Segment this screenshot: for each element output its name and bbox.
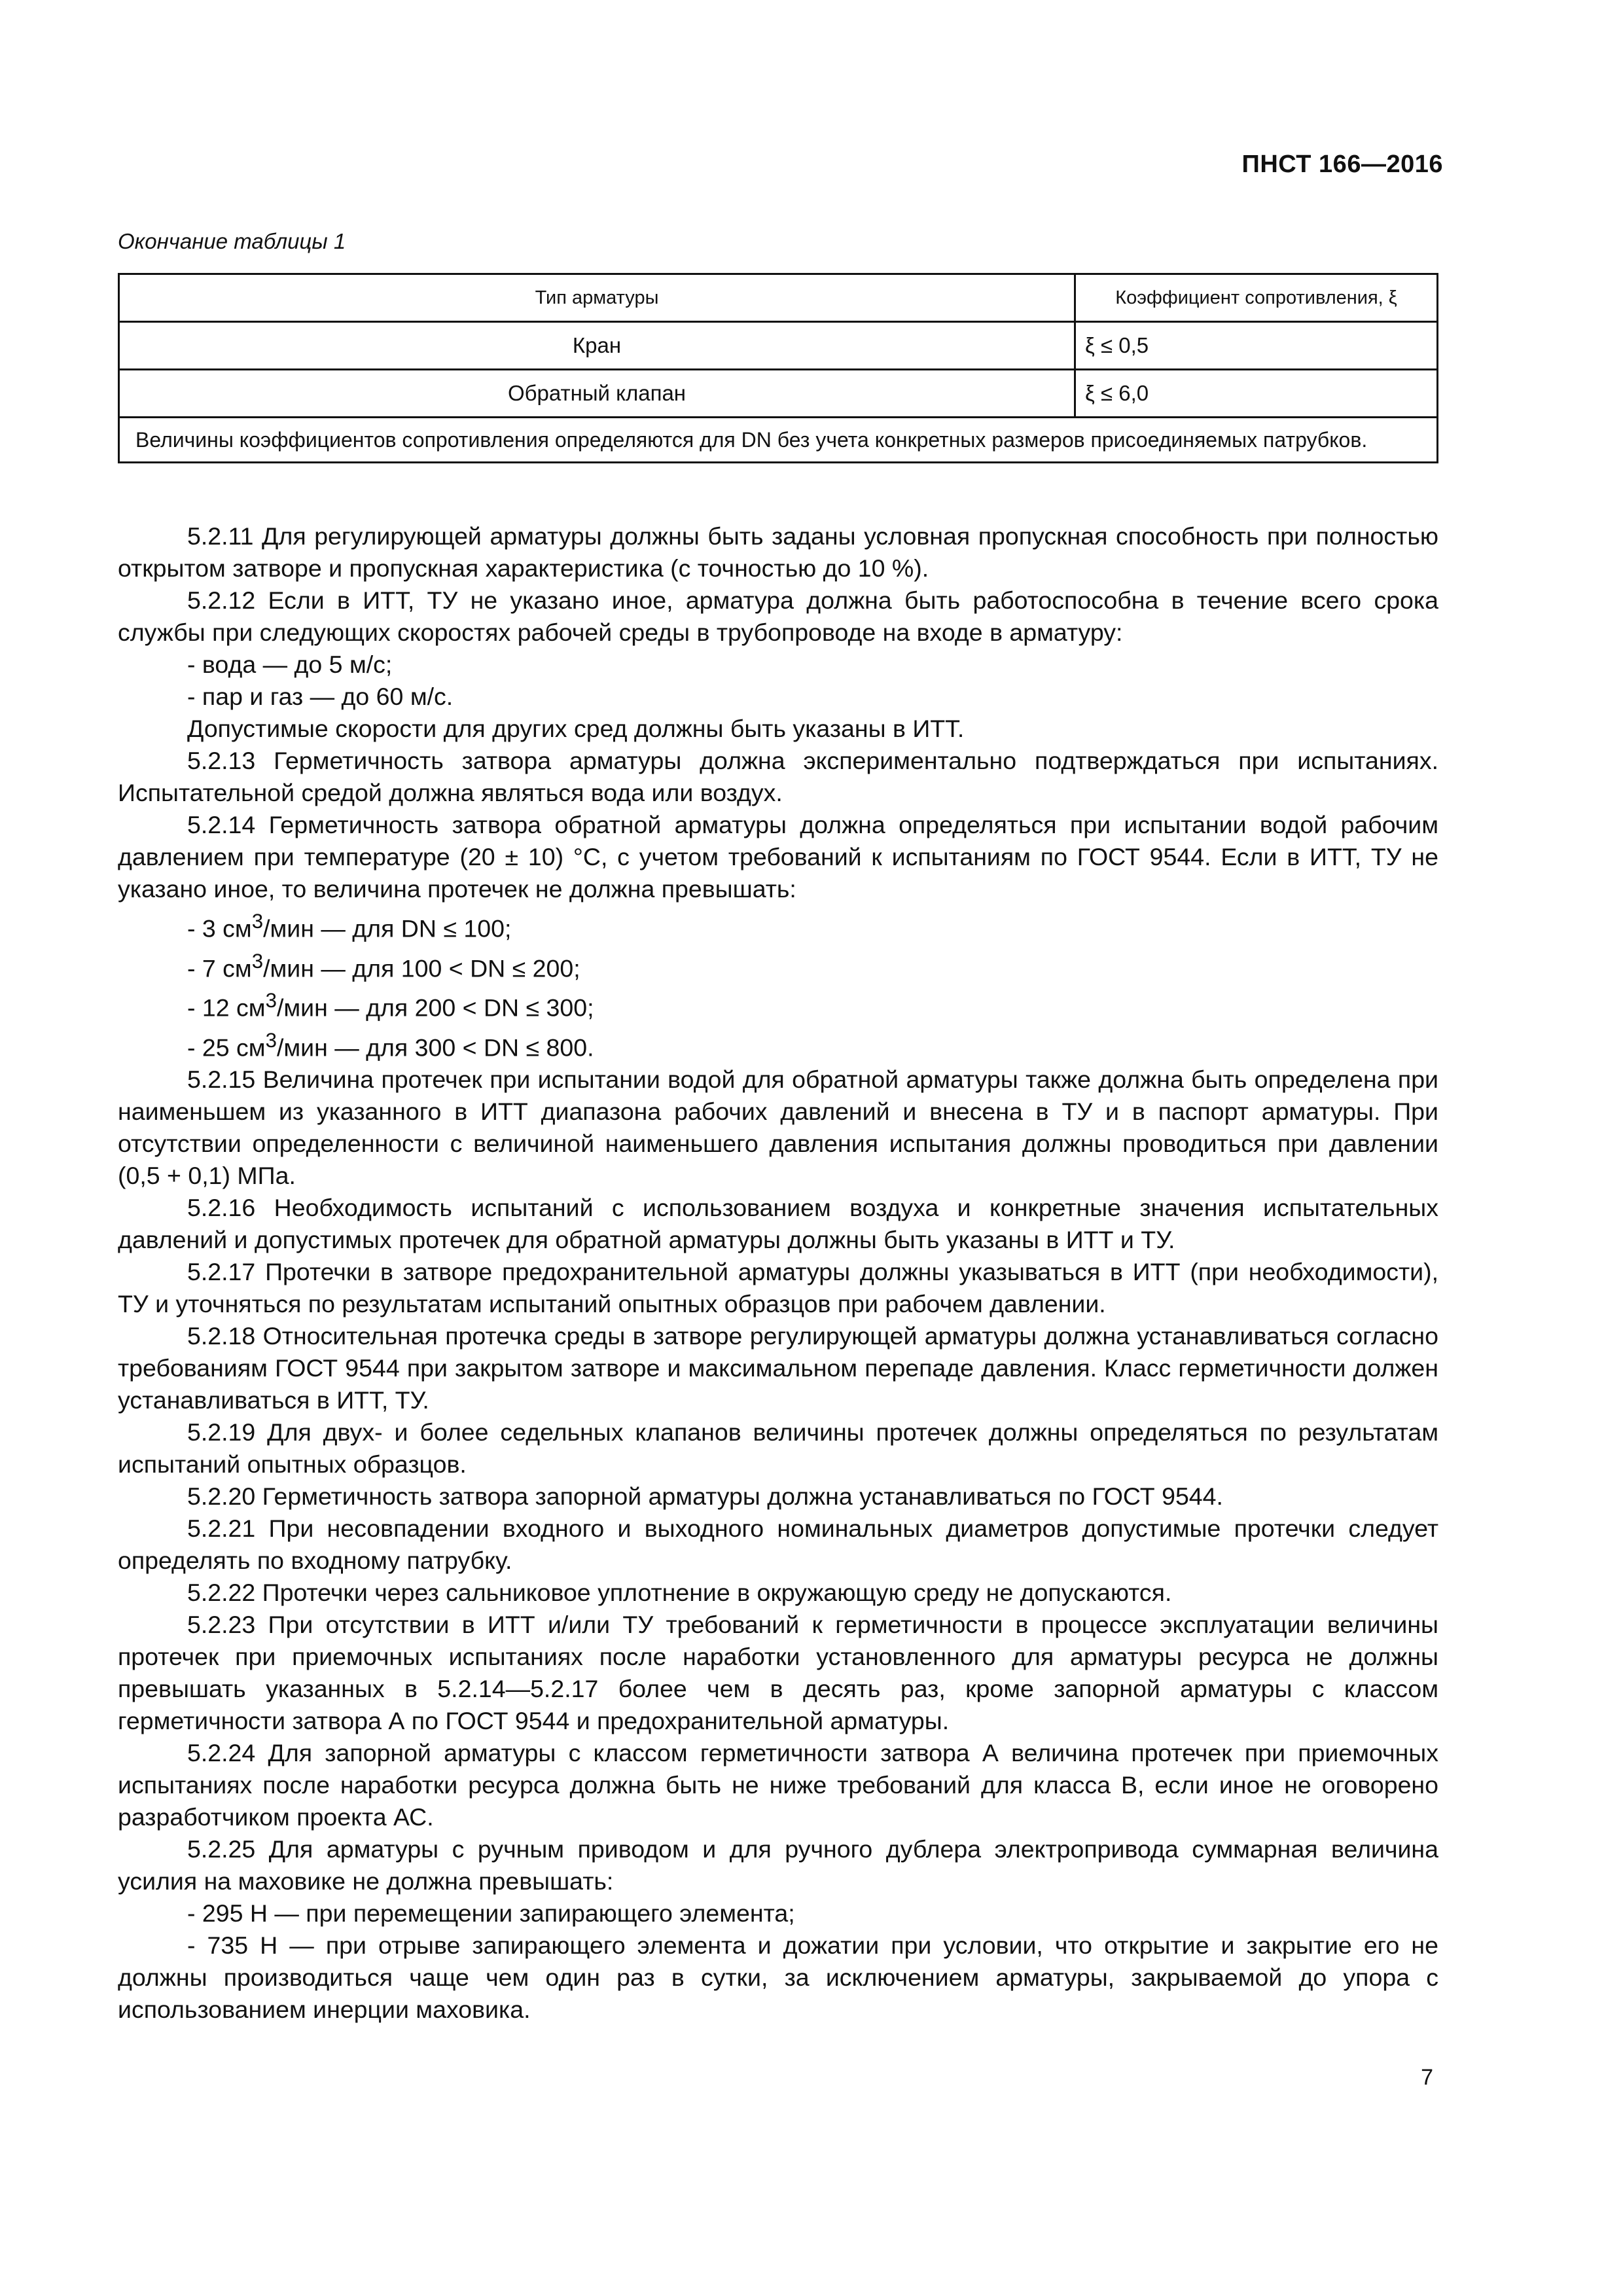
list-item: [118, 984, 1438, 1024]
list-item: [118, 1024, 1438, 1064]
list-item-text: /мин — для 100 < DN ≤ 200;: [263, 954, 580, 982]
list-item-text: /мин — для 300 < DN ≤ 800.: [276, 1033, 594, 1061]
list-item: - пар и газ — до 60 м/с.: [187, 683, 454, 710]
clause-5-2-13: 5.2.13 Герметичность затвора арматуры должна экспериментально подтверждаться при испытаниях. Испытательной средой должна являться вода или воздух.: [118, 747, 1438, 806]
list-item: - вода — до 5 м/с;: [187, 651, 393, 678]
clause-5-2-22: 5.2.22 Протечки через сальниковое уплотнение в окружающую среду не допускаются.: [187, 1579, 1172, 1606]
list-item-value: - 7 см: [187, 954, 252, 982]
clause-5-2-15: 5.2.15 Величина протечек при испытании водой для обратной арматуры также должна быть определена при наименьшем из указанного в ИТТ диапазона рабочих давлений и внесена в ТУ и в паспорт арматуры. При отсутствии определенности с величиной наименьшего давления испытания должны проводиться при давлении (0,5 + 0,1) МПа.: [118, 1066, 1438, 1189]
superscript: 3: [251, 949, 264, 973]
superscript: 3: [265, 989, 277, 1012]
list-item: [118, 905, 1438, 945]
clause-5-2-25: 5.2.25 Для арматуры с ручным приводом и для ручного дублера электропривода суммарная величина усилия на маховике не должна превышать:: [118, 1835, 1438, 1895]
page-number: 7: [1421, 2065, 1433, 2090]
table-note-row: [119, 418, 1438, 463]
clause-5-2-18: 5.2.18 Относительная протечка среды в затворе регулирующей арматуры должна устанавливаться согласно требованиям ГОСТ 9544 при закрытом затворе и максимальном перепаде давления. Класс герметичности должен устанавливаться в ИТТ, ТУ.: [118, 1322, 1438, 1414]
cell-resistance-coef: ξ ≤ 0,5: [1075, 322, 1438, 370]
table-caption: Окончание таблицы 1: [118, 229, 346, 253]
cell-valve-type: Кран: [119, 322, 1075, 370]
table-row: [119, 322, 1438, 370]
clause-5-2-12: 5.2.12 Если в ИТТ, ТУ не указано иное, арматура должна быть работоспособна в течение всего срока службы при следующих скоростях рабочей среды в трубопроводе на входе в арматуру:: [118, 586, 1438, 646]
table-header-row: [119, 274, 1438, 322]
clause-5-2-12-tail: Допустимые скорости для других сред должны быть указаны в ИТТ.: [187, 715, 965, 742]
superscript: 3: [265, 1028, 277, 1052]
clause-5-2-21: 5.2.21 При несовпадении входного и выходного номинальных диаметров допустимые протечки следует определять по входному патрубку.: [118, 1515, 1438, 1574]
list-item-text: /мин — для 200 < DN ≤ 300;: [276, 994, 594, 1022]
header-resistance-coef: Коэффициент сопротивления, ξ: [1075, 274, 1438, 322]
document-body: [118, 520, 1438, 2026]
table-note: Величины коэффициентов сопротивления определяются для DN без учета конкретных размеров присоединяемых патрубков.: [119, 418, 1438, 463]
clause-5-2-19: 5.2.19 Для двух- и более седельных клапанов величины протечек должны определяться по результатам испытаний опытных образцов.: [118, 1418, 1438, 1478]
cell-resistance-coef: ξ ≤ 6,0: [1075, 370, 1438, 418]
list-item: - 735 Н — при отрыве запирающего элемента и дожатии при условии, что открытие и закрытие его не должны производиться чаще чем один раз в сутки, за исключением арматуры, закрываемой до упора с использованием инерции маховика.: [118, 1931, 1438, 2023]
resistance-table: [118, 273, 1438, 463]
header-valve-type: Тип арматуры: [119, 274, 1075, 322]
clause-5-2-23: 5.2.23 При отсутствии в ИТТ и/или ТУ требований к герметичности в процессе эксплуатации величины протечек при приемочных испытаниях после наработки установленного для арматуры ресурса не должны превышать указанных в 5.2.14—5.2.17 более чем в десять раз, кроме запорной арматуры с классом герметичности затвора А по ГОСТ 9544 и предохранительной арматуры.: [118, 1611, 1438, 1734]
clause-5-2-17: 5.2.17 Протечки в затворе предохранительной арматуры должны указываться в ИТТ (при необходимости), ТУ и уточняться по результатам испытаний опытных образцов при рабочем давлении.: [118, 1258, 1438, 1318]
clause-5-2-24: 5.2.24 Для запорной арматуры с классом герметичности затвора А величина протечек при приемочных испытаниях после наработки ресурса должна быть не ниже требований для класса В, если иное не оговорено разработчиком проекта АС.: [118, 1739, 1438, 1831]
list-item: [118, 945, 1438, 985]
clause-5-2-11: 5.2.11 Для регулирующей арматуры должны быть заданы условная пропускная способность при полностью открытом затворе и пропускная характеристика (с точностью до 10 %).: [118, 522, 1438, 582]
clause-5-2-20: 5.2.20 Герметичность затвора запорной арматуры должна устанавливаться по ГОСТ 9544.: [187, 1482, 1223, 1510]
list-item-text: /мин — для DN ≤ 100;: [263, 914, 512, 942]
list-item-value: - 25 см: [187, 1033, 266, 1061]
clause-5-2-16: 5.2.16 Необходимость испытаний с использованием воздуха и конкретные значения испытательных давлений и допустимых протечек для обратной арматуры должны быть указаны в ИТТ и ТУ.: [118, 1194, 1438, 1253]
cell-valve-type: Обратный клапан: [119, 370, 1075, 418]
list-item-value: - 12 см: [187, 994, 266, 1022]
superscript: 3: [251, 910, 264, 933]
list-item-value: - 3 см: [187, 914, 252, 942]
document-id: ПНСТ 166—2016: [1241, 151, 1443, 178]
clause-5-2-14: 5.2.14 Герметичность затвора обратной арматуры должна определяться при испытании водой рабочим давлением при температуре (20 ± 10) °С, с учетом требований к испытаниям по ГОСТ 9544. Если в ИТТ, ТУ не указано иное, то величина протечек не должна превышать:: [118, 811, 1438, 903]
table-row: [119, 370, 1438, 418]
list-item: - 295 Н — при перемещении запирающего элемента;: [187, 1899, 795, 1927]
